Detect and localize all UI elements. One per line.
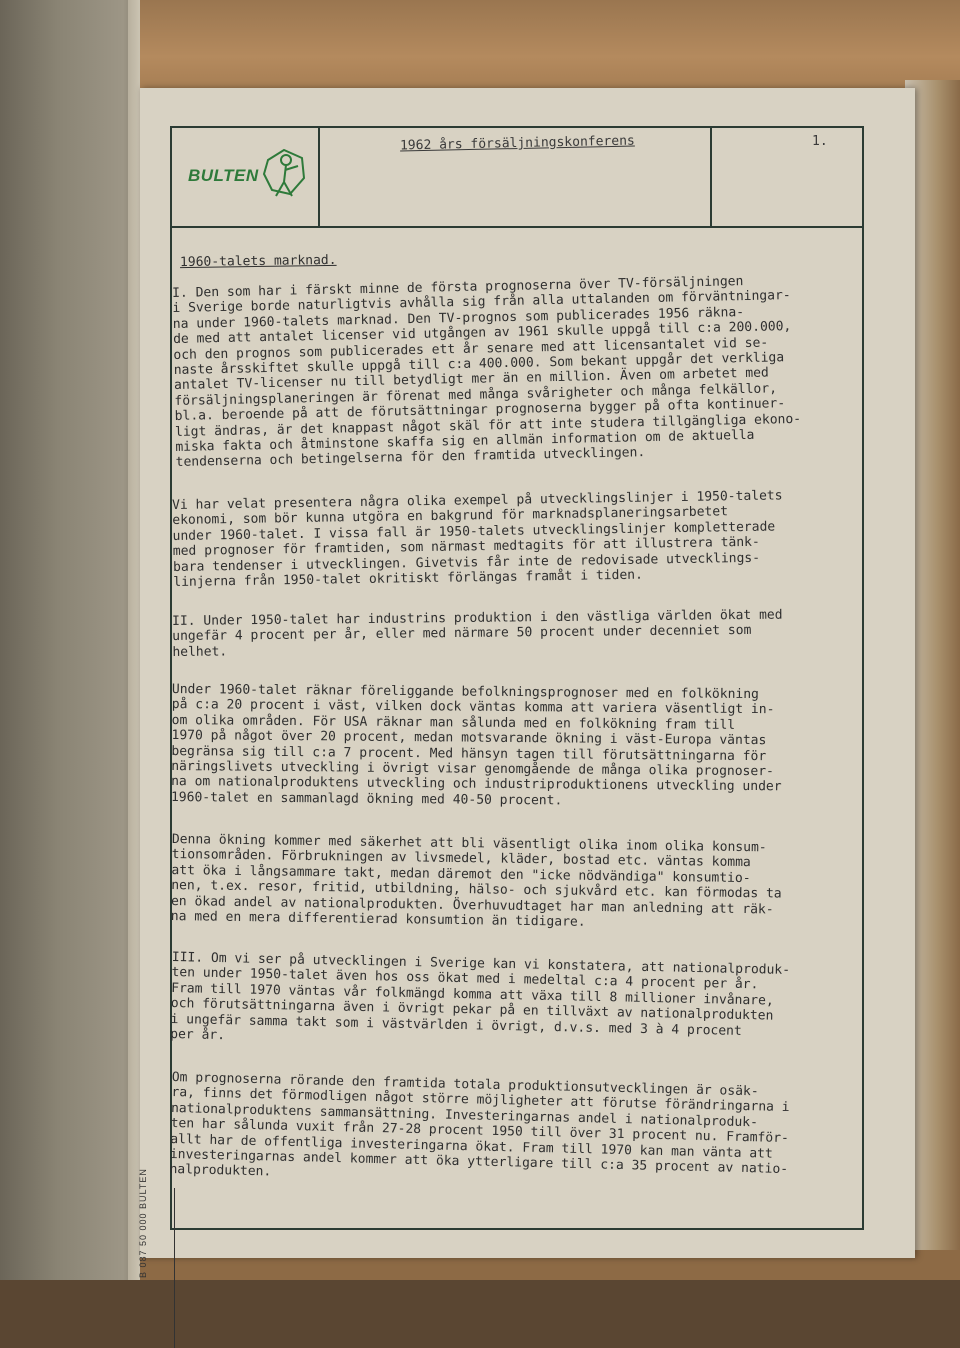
- folder-left-page: [0, 0, 145, 1280]
- section-heading: 1960-talets marknad.: [179, 252, 337, 271]
- document-page: [138, 88, 915, 1278]
- paragraph: Denna ökning kommer med säkerhet att bli väsentligt olika inom olika konsum- tionsområden. Förbrukningen av livsmedel, kläder, bostad etc. väntas komma att öka i långsammare takt, medan däremot den "icke nödvändiga" konsumtio- nen, t.ex. resor, fritid, utbildning, hälso- och sjukvård etc. kan förmodas ta en ökad andel av nationalprodukten. Överhuvudtaget har man anledning att räk- na med en mera differentierad konsumtion än tidigare.: [170, 832, 782, 930]
- paragraph: III. Om vi ser på utvecklingen i Sverige kan vi konstatera, att nationalproduk- ten under 1950-talet även hos oss ökat med i medeltal c:a 4 procent per år. Fram till 1970 väntas vår folkmängd komma att växa till 8 millioner invånare, och förutsättningarna även i övrigt pekar på en tillväxt av nationalprodukten i ungefär samma takt som i västvärlden i övrigt, d.v.s. med 3 à 4 procent per år.: [170, 950, 791, 1044]
- paragraph: II. Under 1950-talet har industrins produktion i den västliga världen ökat med ungefär 4 procent per år, eller med närmare 50 procent under decenniet som helhet.: [172, 607, 783, 660]
- logo-cell: [172, 128, 320, 226]
- paragraph: I. Den som har i färskt minne de första prognoserna över TV-försäljningen i Sverige borde naturligtvis avhålla sig från alla uttalanden om förväntningar- na under 1960-talets marknad. Den TV-prognos som publicerades 1956 räkna- de med att antalet licenser vid utgången av 1961 skulle uppgå till c:a 200.000, och den prognos som publicerades ett år senare med att licensantalet vid se- naste årsskiftet skulle uppgå till c:a 400.000. Som bekant uppgår det verkliga antalet TV-licenser nu till betydligt mer än en million. Även om arbetet med försäljningsplaneringen är förenat med många svårigheter och många felkällor, bl.a. beroende på att de förutsättningar prognoserna bygger på ofta kontinuer- ligt ändras, är det knappast något skäl för att inte studera tillgängliga ekono- miska fakta och åtminstone skaffa sig en allmän information om de aktuella tendenserna och betingelserna för den framtida utvecklingen.: [172, 274, 802, 471]
- bulten-logo-icon: [262, 146, 308, 202]
- cardboard-background-top: [140, 0, 960, 95]
- page-number: 1.: [812, 134, 828, 149]
- margin-divider: [174, 1188, 175, 1348]
- printer-imprint: B 087 50 000 BULTEN: [138, 1168, 148, 1278]
- bulten-logo-text: BULTEN: [188, 166, 259, 185]
- paragraph: Om prognoserna rörande den framtida totala produktionsutvecklingen är osäk- ra, finns det förmodligen något större möjligheter att förutse förändringarna i nationalproduktens sammansättning. Investeringarnas andel i nationalproduk- ten har sålunda vuxit från 27-28 procent 1950 till över 31 procent nu. Framför- allt har de offentliga investeringarna ökat. Fram till 1970 kan man vänta att investeringarnas andel kommer att öka ytterligare till c:a 35 procent av natio- nalprodukten.: [169, 1070, 790, 1180]
- letterhead-frame: [170, 126, 864, 228]
- conference-title: 1962 års försäljningskonferens: [399, 133, 635, 154]
- paragraph: Vi har velat presentera några olika exempel på utvecklingslinjer i 1950-talets ekonomi, som bör kunna utgöra en bakgrund för marknadsplaneringsarbetet under 1960-talet. I vissa fall är 1950-talets utvecklingslinjer kompletterade med prognoser för framtiden, som närmast medtagits för att illustrera tänk- bara tendenser i utvecklingen. Givetvis får inte de redovisade utvecklings- linjerna från 1950-talet okritiskt förlängas framåt i tiden.: [172, 488, 783, 591]
- paragraph: Under 1960-talet räknar föreliggande befolkningsprognoser med en folkökning på c:a 20 procent i väst, vilken dock väntas komma att variera väsentligt in- om olika områden. För USA räknar man sålunda med en folkökning fram till 1970 på något över 20 procent, medan motsvarande ökning i väst-Europa väntas begränsa sig till c:a 7 procent. Med hänsyn tagen till förutsättningarna för näringslivets utveckling i övrigt visar genomgående de många olika prognoser- na om nationalproduktens utveckling och industriproduktionens utveckling under 1960-talet en sammanlagd ökning med 40-50 procent.: [170, 682, 782, 809]
- page-number-cell: [710, 128, 862, 226]
